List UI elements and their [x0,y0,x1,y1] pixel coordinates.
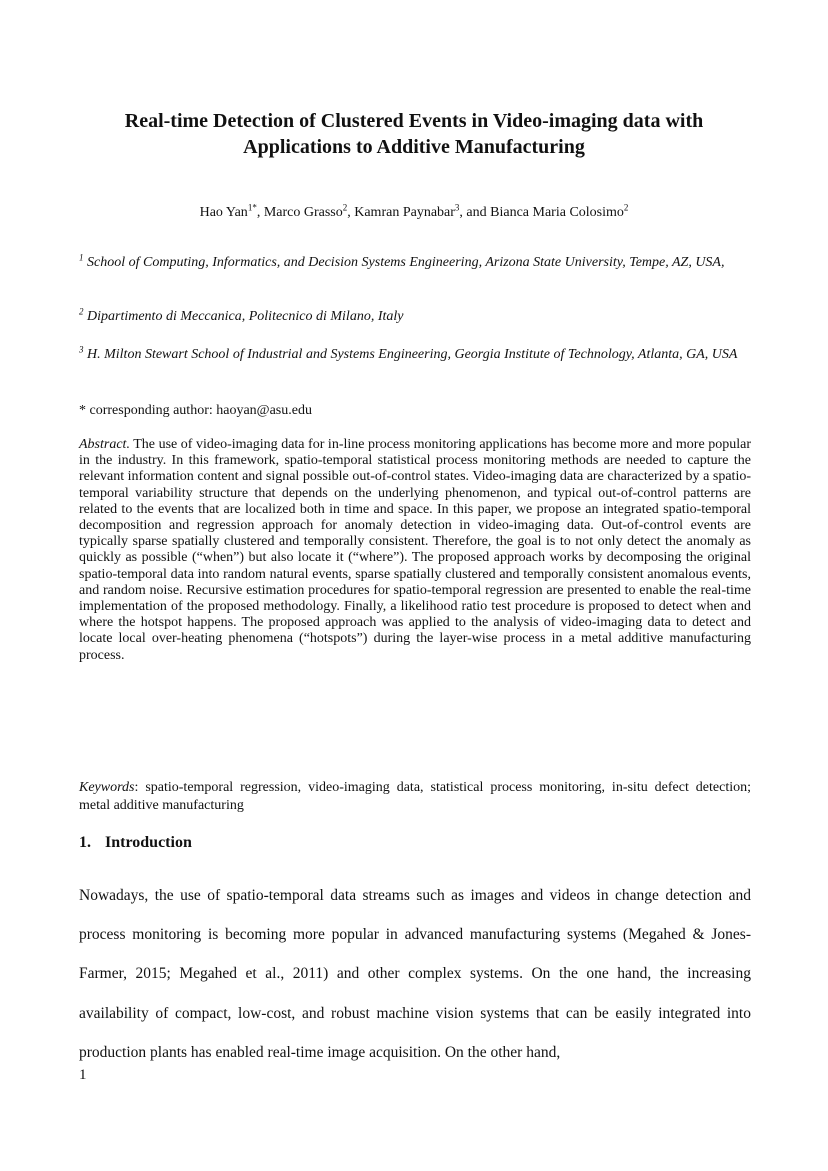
keywords-text: : spatio-temporal regression, video-imaging data, statistical process monitoring, in-situ defect detection; metal additive manufacturing [79,780,751,813]
author-name: Hao Yan [199,205,248,220]
author [354,202,491,220]
abstract [79,437,751,664]
title-line-2: Applications to Additive Manufacturing [243,136,585,158]
section-heading-introduction [79,833,192,853]
author-separator: , [256,205,264,220]
author-affiliation-mark: 1* [247,202,257,213]
page-number: 1 [79,1067,87,1083]
author [490,202,629,220]
author-separator: , and [459,205,491,220]
affiliation-1 [79,254,751,272]
author-name: Kamran Paynabar [354,205,455,220]
section-title: Introduction [105,834,192,851]
affiliation-2 [79,308,751,326]
affiliation-3 [79,346,751,364]
author-separator: , [347,205,355,220]
author [263,202,355,220]
affiliation-text: H. Milton Stewart School of Industrial and Systems Engineering, Georgia Institute of Technology, Atlanta, GA, USA [87,347,738,362]
affiliation-text: Dipartimento di Meccanica, Politecnico di Milano, Italy [87,309,404,324]
paper-title [60,108,768,160]
author [199,202,264,220]
keywords [79,779,751,815]
section-number: 1. [79,834,91,851]
keywords-label: Keywords [79,780,135,795]
abstract-label: Abstract. [79,437,130,452]
author-name: Bianca Maria Colosimo [490,205,624,220]
affiliation-mark: 2 [79,306,84,317]
title-line-1: Real-time Detection of Clustered Events in Video-imaging data with [124,110,704,132]
corresponding-author: * corresponding author: haoyan@asu.edu [79,403,312,418]
author-list [60,204,768,222]
affiliation-mark: 1 [79,252,84,263]
author-affiliation-mark: 2 [623,202,629,213]
introduction-paragraph: Nowadays, the use of spatio-temporal data streams such as images and videos in change detection and process monitoring is becoming more popular in advanced manufacturing systems (Megahed & Jones-Farmer, 2015; Megahed et al., 2011) and other complex systems. On the one hand, the increasing availability of compact, low-cost, and robust machine vision systems that can be easily integrated into production plants has enabled real-time image acquisition. On the other hand, [79,887,751,1061]
author-affiliation-mark: 2 [342,202,348,213]
author-name: Marco Grasso [263,205,343,220]
abstract-text: The use of video-imaging data for in-line process monitoring applications has become more and more popular in the industry. In this framework, spatio-temporal statistical process monitoring methods are needed to capture the relevant information content and signal possible out-of-control states. Video-imaging data are characterized by a spatio-temporal variability structure that depends on the underlying phenomenon, and typical out-of-control patterns are related to the events that are localized both in time and space. In this paper, we propose an integrated spatio-temporal decomposition and regression approach for anomaly detection in video-imaging data. Out-of-control events are typically sparse spatially clustered and temporally consistent. Therefore, the goal is to not only detect the anomaly as quickly as possible (“when”) but also locate it (“where”). The proposed approach works by decomposing the original spatio-temporal data into random natural events, sparse spatially clustered and temporally consistent anomalous events, and random noise. Recursive estimation procedures for spatio-temporal regression are presented to enable the real-time implementation of the proposed methodology. Finally, a likelihood ratio test procedure is proposed to detect when and where the hotspot happens. The proposed approach was applied to the analysis of video-imaging data to detect and locate local over-heating phenomena (“hotspots”) during the layer-wise process in a metal additive manufacturing process. [79,437,751,663]
affiliation-text: School of Computing, Informatics, and Decision Systems Engineering, Arizona State University, Tempe, AZ, USA, [87,255,725,270]
affiliation-mark: 3 [79,344,84,355]
author-affiliation-mark: 3 [454,202,460,213]
